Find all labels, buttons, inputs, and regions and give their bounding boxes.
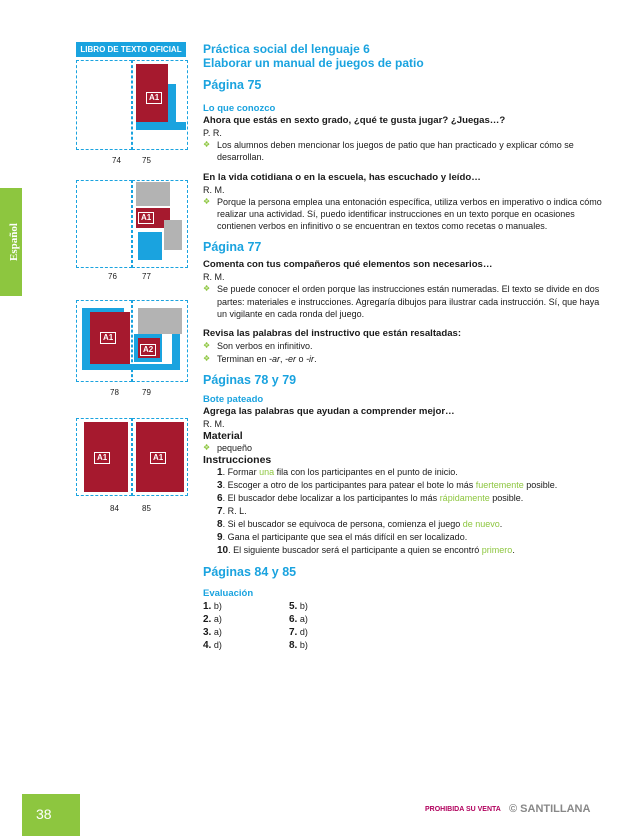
instruction-step: 9. Gana el participante que sea el más difícil en ser localizado. (217, 532, 468, 544)
block-gray (164, 220, 182, 250)
response-type: R. M. (203, 418, 225, 429)
evaluation-answer: 7. d) (289, 627, 308, 639)
page-number: 38 (36, 806, 52, 822)
footer-notice: PROHIBIDA SU VENTA (425, 806, 501, 813)
section-subtitle: Elaborar un manual de juegos de patio (203, 56, 424, 70)
thumb-label: A1 (94, 452, 110, 464)
thumb-74-75 (76, 60, 186, 172)
evaluation-answer: 5. b) (289, 601, 308, 613)
question: Agrega las palabras que ayudan a comprender mejor… (203, 405, 455, 417)
evaluation-answer: 4. d) (203, 640, 222, 652)
response-type: R. M. (203, 184, 225, 195)
subject-tab (0, 188, 22, 296)
material-heading: Material (203, 429, 243, 442)
heading-p75: Página 75 (203, 78, 262, 92)
instructions-heading: Instrucciones (203, 454, 272, 467)
sub-bote-pateado: Bote pateado (203, 393, 264, 405)
question: Ahora que estás en sexto grado, ¿qué te gusta jugar? ¿Juegas…? (203, 115, 506, 126)
page-num-left: 78 (110, 388, 119, 397)
answer-bullet: ❖ Terminan en -ar, -er o -ir. (203, 353, 603, 365)
page-num-right: 77 (142, 272, 151, 281)
answer-bullet: ❖ Porque la persona emplea una entonación específica, utiliza verbos en imperativo o indica cómo realizar una actividad. Sí, puedo identificar instrucciones en un texto porque en ocasiones contienen verbos en infinitivo o se encuentran en textos como recetas o manuales. (203, 196, 603, 233)
thumb-label: A1 (146, 92, 162, 104)
page-num-right: 79 (142, 388, 151, 397)
thumb-label: A2 (140, 344, 156, 356)
heading-p77: Página 77 (203, 240, 262, 255)
instruction-steps (203, 466, 603, 557)
evaluation-answer: 2. a) (203, 614, 222, 626)
answer-bullet: ❖ Los alumnos deben mencionar los juegos de patio que han practicado y explicar cómo se desarrollan. (203, 139, 603, 164)
evaluation-answer: 3. a) (203, 627, 222, 639)
page-num-right: 85 (142, 504, 151, 513)
evaluation-answer: 6. a) (289, 614, 308, 626)
evaluation-answer: 1. b) (203, 601, 222, 613)
page-number-box (22, 794, 80, 836)
block-gray (136, 182, 170, 206)
heading-p78: Páginas 78 y 79 (203, 372, 297, 387)
question: Comenta con tus compañeros qué elementos son necesarios… (203, 259, 493, 271)
answer-bullet: ❖ Son verbos en infinitivo. (203, 340, 603, 352)
page-num-right: 75 (142, 156, 151, 165)
sub-evaluacion: Evaluación (203, 588, 254, 600)
instruction-step: 6. El buscador debe localizar a los participantes lo más rápidamente posible. (217, 493, 524, 505)
instruction-step: 3. Escoger a otro de los participantes para patear el bote lo más fuertemente posible. (217, 480, 558, 492)
answer-bullet: ❖ pequeño (203, 442, 603, 454)
block-blue (138, 232, 162, 260)
block-blue (168, 84, 176, 130)
thumb-label: A1 (150, 452, 166, 464)
instruction-step: 1. Formar una fila con los participantes en el punto de inicio. (217, 467, 458, 479)
answer-bullet: ❖ Se puede conocer el orden porque las instrucciones están numeradas. El texto se divide en dos partes: materiales e instrucciones. Agregaría dibujos para ilustrar cada instrucción. Sí, que haya un vigilante en cada ronda del juego. (203, 283, 603, 320)
thumb-76-77 (76, 180, 186, 292)
evaluation-answers (203, 600, 603, 652)
thumb-78-79 (76, 300, 186, 406)
footer-brand: © SANTILLANA (509, 803, 591, 815)
response-type: R. M. (203, 272, 225, 283)
page-num-left: 74 (112, 156, 121, 165)
question: Revisa las palabras del instructivo que están resaltadas: (203, 328, 462, 340)
instruction-step: 7. R. L. (217, 506, 247, 518)
heading-p84: Páginas 84 y 85 (203, 565, 297, 580)
block-blue (172, 334, 180, 370)
block-gray (138, 308, 182, 334)
block-blue (82, 364, 180, 370)
thumbs-header: LIBRO DE TEXTO OFICIAL (76, 42, 186, 57)
instruction-step: 8. Si el buscador se equivoca de persona, comienza el juego de nuevo. (217, 519, 503, 531)
block-blue (136, 122, 186, 130)
page-num-left: 84 (110, 504, 119, 513)
sub-lo-que-conozco: Lo que conozco (203, 103, 276, 114)
evaluation-answer: 8. b) (289, 640, 308, 652)
thumb-84-85 (76, 418, 186, 518)
question: En la vida cotidiana o en la escuela, has escuchado y leído… (203, 171, 481, 183)
subject-label: Español (8, 223, 20, 261)
response-type: P. R. (203, 128, 222, 138)
section-title: Práctica social del lenguaje 6 (203, 42, 370, 56)
thumb-label: A1 (138, 212, 154, 224)
instruction-step: 10. El siguiente buscador será el participante a quien se encontró primero. (217, 545, 515, 557)
main-content (203, 42, 603, 652)
page-num-left: 76 (108, 272, 117, 281)
thumb-label: A1 (100, 332, 116, 344)
